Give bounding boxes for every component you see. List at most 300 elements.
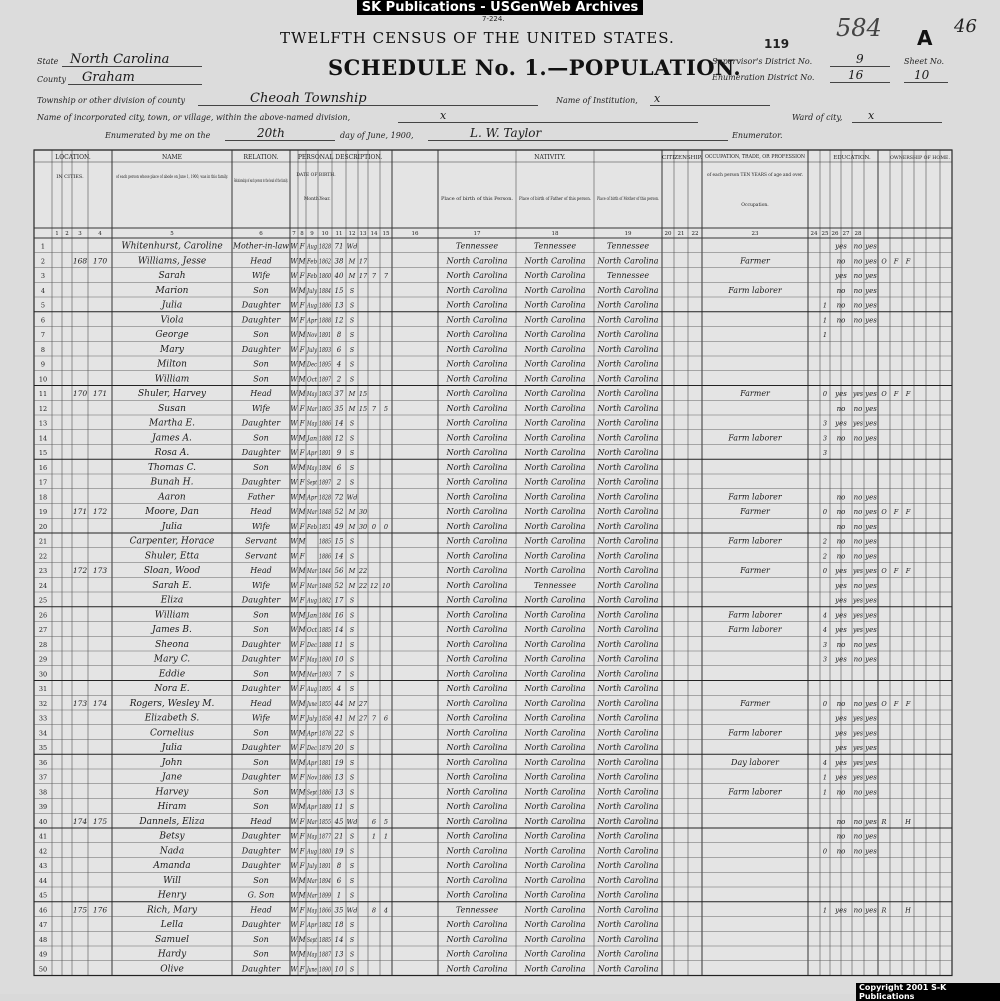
pob-cell: North Carolina (446, 256, 508, 266)
pob-cell: North Carolina (446, 521, 508, 531)
pob-cell: North Carolina (446, 359, 508, 369)
occ-cell: Farmer (740, 698, 770, 708)
sex-cell: M (298, 567, 306, 575)
age-cell: 15 (334, 286, 344, 295)
name-cell: Whitenhurst, Caroline (121, 241, 223, 252)
rel-cell: Son (253, 934, 269, 944)
write-cell: no (853, 655, 863, 664)
mother-cell: North Carolina (597, 949, 659, 959)
month-cell: Apr (306, 729, 318, 738)
age-cell: 19 (334, 847, 344, 856)
column-number: 8 (300, 231, 304, 237)
month-cell: July (305, 862, 318, 870)
eng-cell: yes (865, 493, 877, 502)
age-cell: 12 (334, 316, 344, 325)
school-cell: 2 (822, 537, 828, 546)
archive-banner: SK Publications - USGenWeb Archives (0, 0, 1000, 15)
mother-cell: North Carolina (597, 536, 659, 546)
personal-header: PERSONAL DESCRIPTION. (297, 154, 383, 161)
write-cell: no (853, 242, 863, 251)
row-number: 32 (38, 699, 48, 708)
enumeration-label: Enumeration District No. (712, 73, 815, 82)
mother-cell: North Carolina (597, 861, 659, 870)
name-cell: Julia (161, 521, 183, 532)
occ-cell: Farm laborer (728, 492, 782, 502)
mar-cell: S (349, 449, 355, 457)
month-cell: Mar (306, 404, 318, 413)
year-cell: 1844 (319, 567, 331, 575)
enumeration-value: 16 (848, 68, 864, 82)
sex-cell: F (299, 640, 305, 649)
sex-cell: F (299, 449, 305, 457)
sex-cell: F (299, 817, 305, 826)
sex-cell: F (299, 965, 305, 974)
born-cell: 12 (369, 581, 379, 590)
mother-cell: North Carolina (597, 551, 659, 561)
mar-cell: M (348, 581, 356, 590)
rel-cell: Daughter (241, 772, 281, 782)
write-cell: no (853, 316, 863, 325)
read-cell: yes (835, 242, 847, 251)
row-number: 28 (38, 640, 48, 649)
eng-cell: yes (865, 906, 877, 915)
mother-cell: North Carolina (597, 802, 659, 811)
name-sub-header: of each person whose place of abode on June 1, 1900, was in this family. (116, 175, 282, 180)
sheet-letter: A (917, 26, 933, 50)
mother-cell: North Carolina (597, 330, 659, 339)
row-number: 9 (40, 360, 46, 369)
row-number: 5 (40, 301, 46, 310)
father-cell: North Carolina (524, 566, 586, 575)
state-label: State (37, 57, 59, 66)
sex-cell: F (299, 316, 305, 325)
eng-cell: yes (865, 272, 877, 280)
write-cell: no (853, 257, 863, 266)
rel-cell: Mother-in-law (232, 241, 290, 251)
year-cell: 1897 (319, 478, 332, 487)
mother-cell: North Carolina (597, 654, 659, 664)
month-cell: Apr (306, 803, 318, 811)
place-father-header: Place of birth of Father of this person. (519, 197, 607, 202)
fam-cell: 173 (92, 566, 108, 575)
fm-cell: F (893, 699, 899, 708)
name-cell: William (154, 374, 190, 385)
eng-cell: yes (865, 522, 877, 531)
eng-cell: yes (865, 788, 877, 797)
pob-cell: North Carolina (446, 639, 508, 649)
mar-cell: S (349, 611, 355, 620)
ward-value: x (868, 109, 875, 122)
mother-cell: North Carolina (597, 403, 659, 413)
sex-cell: M (298, 935, 306, 944)
father-cell: North Carolina (524, 654, 586, 664)
row-number: 19 (38, 508, 48, 516)
mar-cell: S (349, 316, 355, 325)
color-cell: W (290, 331, 298, 339)
year-cell: 1881 (319, 758, 331, 767)
sex-cell: F (299, 847, 305, 856)
pob-cell: North Carolina (446, 964, 508, 974)
read-cell: yes (835, 655, 847, 664)
year-cell: 1889 (319, 803, 331, 811)
sex-cell: F (299, 744, 305, 752)
row-number: 42 (38, 847, 48, 856)
column-number: 10 (321, 231, 329, 237)
mother-cell: North Carolina (597, 610, 659, 620)
mar-cell: Wd (346, 493, 358, 502)
age-cell: 7 (336, 670, 342, 679)
age-cell: 15 (334, 537, 344, 546)
father-cell: North Carolina (524, 389, 586, 398)
color-cell: W (290, 360, 298, 369)
column-number: 18 (551, 231, 559, 237)
month-cell: Oct (307, 375, 318, 384)
pob-cell: North Carolina (446, 684, 508, 693)
read-cell: no (836, 257, 846, 266)
born-cell: 7 (371, 714, 377, 723)
row-number: 29 (38, 655, 48, 664)
rel-cell: Daughter (241, 743, 281, 752)
father-cell: North Carolina (524, 374, 586, 384)
write-cell: no (853, 537, 863, 546)
eng-cell: yes (865, 508, 877, 516)
mar-cell: S (349, 935, 355, 944)
rel-cell: Daughter (241, 684, 281, 693)
column-number: 16 (411, 231, 419, 237)
year-cell: 1855 (319, 817, 331, 826)
column-number: 24 (810, 231, 818, 237)
living-cell: 5 (383, 404, 389, 413)
year-cell: 1886 (319, 419, 331, 428)
pob-cell: Tennessee (455, 905, 499, 915)
read-cell: yes (835, 596, 847, 605)
column-number: 14 (370, 231, 378, 237)
sex-cell: F (299, 478, 305, 487)
form-code: 7-224. (482, 15, 505, 23)
mar-cell: S (349, 729, 355, 738)
sheet-label: Sheet No. (904, 57, 945, 66)
row-number: 37 (38, 773, 48, 782)
color-cell: W (290, 552, 298, 561)
living-cell: 1 (383, 832, 389, 841)
row-number: 15 (38, 449, 48, 457)
write-cell: yes (852, 419, 864, 428)
mother-cell: North Carolina (597, 477, 659, 487)
father-cell: North Carolina (524, 831, 586, 841)
place-person-header: Place of birth of this Person. (441, 197, 506, 202)
mar-cell: S (349, 758, 355, 767)
name-cell: Betsy (159, 831, 185, 842)
occ-cell: Farmer (740, 507, 770, 516)
father-cell: North Carolina (524, 890, 586, 900)
age-cell: 2 (336, 375, 342, 384)
name-cell: Marion (155, 285, 189, 296)
dw-cell: 170 (72, 389, 88, 398)
month-cell: Dec (306, 640, 318, 649)
pob-cell: North Carolina (446, 610, 508, 620)
name-cell: Mary C. (153, 654, 191, 665)
enumerated-label: Enumerated by me on the (105, 131, 211, 140)
sex-cell: M (298, 758, 306, 767)
copyright-notice: Copyright 2001 S-K Publications (856, 983, 1000, 1001)
age-cell: 20 (334, 744, 344, 752)
age-cell: 11 (334, 803, 344, 811)
pob-cell: North Carolina (446, 728, 508, 738)
age-cell: 2 (336, 478, 342, 487)
living-cell: 10 (381, 581, 391, 590)
age-cell: 4 (336, 685, 342, 693)
read-cell: yes (835, 906, 847, 915)
pob-cell: North Carolina (446, 743, 508, 752)
color-cell: W (290, 375, 298, 384)
rel-cell: Servant (245, 551, 277, 561)
schedule-title: SCHEDULE No. 1.—POPULATION. (328, 55, 742, 80)
read-cell: no (836, 537, 846, 546)
rel-cell: Head (250, 698, 272, 708)
age-cell: 40 (334, 272, 344, 280)
own-cell: O (881, 699, 887, 708)
year-cell: 1893 (319, 345, 331, 354)
month-cell: June (305, 965, 318, 974)
rel-cell: Daughter (241, 920, 281, 929)
year-cell: 1865 (319, 404, 331, 413)
write-cell: no (853, 581, 863, 590)
month-cell: Aug (306, 847, 317, 856)
name-cell: Rogers, Wesley M. (129, 698, 215, 709)
row-number: 14 (38, 434, 48, 443)
column-number: 26 (831, 231, 839, 237)
rel-cell: Daughter (241, 964, 281, 974)
age-cell: 18 (334, 921, 344, 929)
pob-cell: North Carolina (446, 787, 508, 797)
write-cell: no (853, 286, 863, 295)
mar-cell: S (349, 345, 355, 354)
name-cell: Rosa A. (154, 448, 190, 458)
name-cell: Eddie (158, 669, 186, 680)
age-cell: 13 (334, 301, 344, 310)
write-cell: no (853, 906, 863, 915)
sex-cell: F (299, 655, 305, 664)
mar-cell: S (349, 626, 355, 634)
father-cell: North Carolina (524, 905, 586, 915)
eng-cell: yes (865, 257, 877, 266)
mother-cell: Tennessee (606, 271, 650, 280)
month-cell: Aug (306, 685, 317, 693)
color-cell: W (290, 478, 298, 487)
sex-cell: F (299, 862, 305, 870)
relation-header: RELATION. (243, 154, 279, 161)
column-number: 5 (170, 231, 174, 237)
rel-cell: Head (250, 389, 272, 398)
eng-cell: yes (865, 419, 877, 428)
rel-cell: Head (250, 816, 272, 826)
eng-cell: yes (865, 655, 877, 664)
color-cell: W (290, 434, 298, 443)
row-number: 20 (38, 522, 48, 531)
color-cell: W (290, 935, 298, 944)
mother-cell: North Carolina (597, 625, 659, 634)
father-cell: North Carolina (524, 698, 586, 708)
enumerator-label: Enumerator. (732, 131, 783, 140)
mother-cell: North Carolina (597, 816, 659, 826)
color-cell: W (290, 729, 298, 738)
mother-cell: North Carolina (597, 580, 659, 590)
pob-cell: North Carolina (446, 551, 508, 561)
sex-cell: M (298, 375, 306, 384)
pob-cell: North Carolina (446, 875, 508, 885)
color-cell: W (290, 699, 298, 708)
color-cell: W (290, 670, 298, 679)
write-cell: no (853, 832, 863, 841)
pob-cell: North Carolina (446, 389, 508, 398)
write-cell: no (853, 640, 863, 649)
month-cell: Mar (306, 670, 318, 679)
read-cell: yes (835, 758, 847, 767)
month-cell: Apr (306, 316, 318, 325)
name-cell: Sloan, Wood (143, 566, 201, 576)
read-cell: no (836, 817, 846, 826)
father-cell: North Carolina (524, 344, 586, 354)
age-cell: 12 (334, 434, 344, 443)
born-cell: 8 (371, 906, 377, 915)
father-cell: North Carolina (524, 669, 586, 679)
eng-cell: yes (865, 626, 877, 634)
read-cell: no (836, 508, 846, 516)
sex-cell: M (298, 876, 306, 885)
mar-cell: S (349, 375, 355, 384)
farm-cell: F (905, 508, 911, 516)
color-cell: W (290, 301, 298, 310)
pob-cell: North Carolina (446, 772, 508, 782)
mar-cell: S (349, 950, 355, 959)
rel-cell: G. Son (247, 890, 275, 900)
month-cell: May (306, 419, 318, 428)
name-cell: Hiram (157, 802, 187, 812)
father-cell: North Carolina (524, 492, 586, 502)
mother-cell: North Carolina (597, 344, 659, 354)
supervisor-value: 9 (856, 52, 864, 66)
mar-cell: M (348, 508, 356, 516)
occ-cell: Farm laborer (728, 285, 782, 295)
mother-cell: Tennessee (606, 241, 650, 251)
sex-cell: F (299, 714, 305, 723)
column-number: 28 (854, 231, 862, 237)
year-cell: 1888 (319, 640, 331, 649)
year-cell: 1886 (319, 301, 331, 310)
father-cell: North Carolina (524, 462, 586, 472)
column-number: 15 (382, 231, 390, 237)
rel-cell: Son (253, 757, 269, 767)
dw-cell: 168 (72, 256, 88, 266)
row-number: 48 (38, 935, 48, 944)
color-cell: W (290, 803, 298, 811)
year-header: Year. (319, 197, 331, 202)
father-cell: North Carolina (524, 875, 586, 885)
write-cell: yes (852, 773, 864, 782)
pob-cell: North Carolina (446, 654, 508, 664)
father-cell: North Carolina (524, 639, 586, 649)
sex-cell: M (298, 537, 306, 546)
mother-cell: North Carolina (597, 934, 659, 944)
sex-cell: F (299, 419, 305, 428)
pob-cell: North Carolina (446, 315, 508, 325)
row-number: 39 (38, 803, 48, 811)
write-cell: no (853, 404, 863, 413)
year-cell: 1888 (319, 434, 331, 443)
month-cell: Apr (306, 449, 318, 457)
mar-cell: M (348, 272, 356, 280)
eng-cell: yes (865, 817, 877, 826)
school-cell: 1 (822, 316, 828, 325)
mother-cell: North Carolina (597, 905, 659, 915)
month-cell: Mar (306, 508, 318, 516)
mar-cell: Wd (346, 906, 358, 915)
rel-cell: Daughter (241, 344, 281, 354)
read-cell: yes (835, 714, 847, 723)
mar-cell: S (349, 847, 355, 856)
stamp-number: 119 (764, 37, 790, 51)
age-cell: 72 (334, 493, 344, 502)
column-number: 7 (292, 231, 296, 237)
write-cell: no (853, 272, 863, 280)
name-cell: Sarah (158, 271, 186, 281)
eng-cell: yes (865, 552, 877, 561)
read-cell: yes (835, 272, 847, 280)
father-cell: North Carolina (524, 359, 586, 369)
father-cell: North Carolina (524, 728, 586, 738)
eng-cell: yes (865, 567, 877, 575)
year-cell: 1894 (319, 463, 331, 472)
name-cell: Carpenter, Horace (129, 536, 215, 547)
born-cell: 1 (371, 832, 377, 841)
farm-cell: F (905, 699, 911, 708)
color-cell: W (290, 272, 298, 280)
location-header: LOCATION. (55, 154, 91, 161)
dw-cell: 173 (72, 698, 88, 708)
column-number: 9 (310, 231, 314, 237)
dw-cell: 175 (72, 905, 88, 915)
sex-cell: F (299, 552, 305, 561)
pob-cell: North Carolina (446, 757, 508, 767)
father-cell: North Carolina (524, 315, 586, 325)
education-header: EDUCATION. (833, 155, 871, 161)
own-cell: O (881, 390, 887, 398)
mar-cell: S (349, 286, 355, 295)
rel-cell: Son (253, 875, 269, 885)
mar-cell: M (348, 257, 356, 266)
father-cell: North Carolina (524, 610, 586, 620)
own-cell: O (881, 508, 887, 516)
name-cell: Shuler, Harvey (137, 389, 207, 399)
age-cell: 35 (334, 906, 344, 915)
sex-cell: F (299, 345, 305, 354)
month-cell: Apr (306, 493, 318, 502)
color-cell: W (290, 714, 298, 723)
father-cell: North Carolina (524, 713, 586, 723)
yrs-cell: 17 (358, 257, 368, 266)
column-number: 12 (348, 231, 356, 237)
row-number: 7 (40, 331, 46, 339)
father-cell: North Carolina (524, 920, 586, 929)
month-cell: Sept (307, 478, 318, 487)
living-cell: 0 (383, 522, 389, 531)
rel-cell: Daughter (241, 300, 281, 310)
year-cell: 1885 (319, 626, 331, 634)
county-label: County (37, 75, 66, 84)
mar-cell: S (349, 788, 355, 797)
age-cell: 44 (334, 699, 344, 708)
row-number: 27 (38, 626, 48, 634)
